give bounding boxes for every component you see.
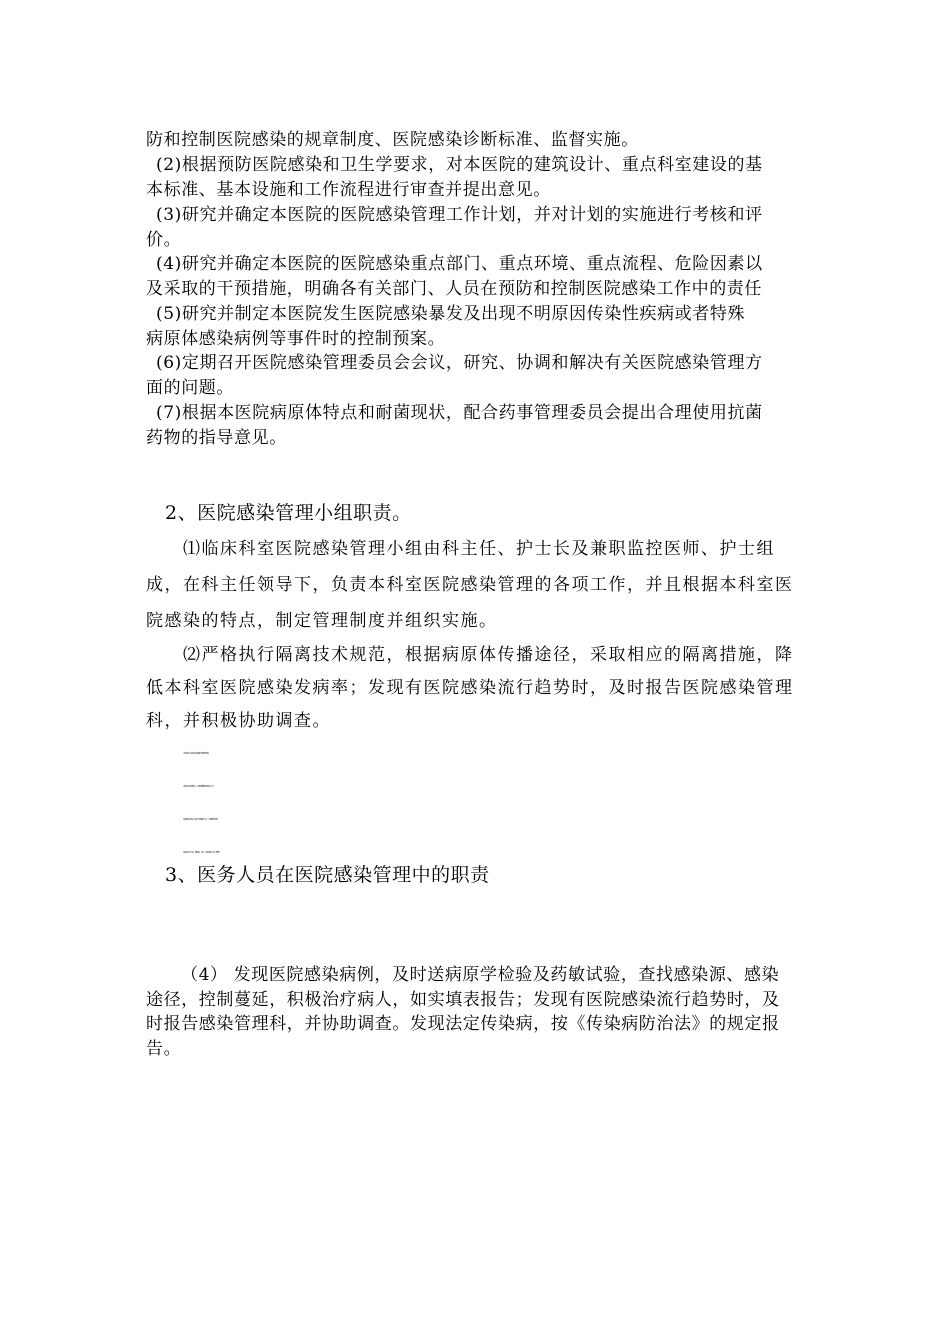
section-heading: 3、医务人员在医院感染管理中的职责 bbox=[165, 864, 490, 886]
paragraph-line: 价。 bbox=[146, 230, 182, 250]
paragraph-line bbox=[181, 888, 845, 912]
paragraph-line bbox=[156, 451, 820, 475]
paragraph-line: 面的问题。 bbox=[146, 378, 234, 398]
paragraph-line: (6)定期召开医院感染管理委员会会议，研究、协调和解决有关医院感染管理方 bbox=[156, 353, 763, 373]
paragraph-line: 及采取的干预措施，明确各有关部门、人员在预防和控制医院感染工作中的责任 bbox=[146, 279, 762, 299]
paragraph-line: 院感染的特点，制定管理制度并组织实施。 bbox=[146, 611, 498, 631]
paragraph-line: 成，在科主任领导下，负责本科室医院感染管理的各项工作，并且根据本科室医 bbox=[146, 575, 794, 595]
paragraph-line: (2)根据预防医院感染和卫生学要求，对本医院的建筑设计、重点科室建设的基 bbox=[156, 155, 763, 175]
paragraph-line bbox=[181, 938, 845, 962]
paragraph-line: 本标准、基本设施和工作流程进行审查并提出意见。 bbox=[146, 180, 551, 200]
paragraph-line: ⑹做好对卫生员、配膳员、陪住、探视者的卫生学管理。 bbox=[183, 852, 221, 854]
paragraph-line: 途径，控制蔓延，积极治疗病人，如实填表报告；发现有医院感染流行趋势时，及 bbox=[146, 990, 780, 1010]
paragraph-line: (5)研究并制定本医院发生医院感染暴发及出现不明原因传染性疾病或者特殊 bbox=[156, 304, 746, 324]
paragraph-line bbox=[156, 476, 820, 500]
paragraph-line: (3)研究并确定本医院的医院感染管理工作计划，并对计划的实施进行考核和评 bbox=[156, 205, 763, 225]
paragraph-line: (4)研究并确定本医院的医院感染重点部门、重点环境、重点流程、危险因素以 bbox=[156, 254, 763, 274]
paragraph-line: ⑵严格执行隔离技术规范，根据病原体传播途径，采取相应的隔离措施，降 bbox=[183, 645, 794, 665]
paragraph-line: 药物的指导意见。 bbox=[146, 428, 287, 448]
paragraph-line: 告。 bbox=[146, 1039, 182, 1059]
paragraph-line: (7)根据本医院病原体特点和耐菌现状，配合药事管理委员会提出合理使用抗菌 bbox=[156, 403, 763, 423]
paragraph-line bbox=[181, 1087, 845, 1111]
paragraph-line: ⑴临床科室医院感染管理小组由科主任、护士长及兼职监控医师、护士组 bbox=[183, 539, 775, 559]
paragraph-line: 科，并积极协助调查。 bbox=[146, 711, 331, 731]
paragraph-line: ⑶监督检查本科室抗感染药物使用情况。 bbox=[183, 753, 211, 755]
paragraph-line: ⑷组织本科室预防、控制医院感染知识的学习。 bbox=[183, 786, 215, 788]
paragraph-line: 时报告感染管理科，并协助调查。发现法定传染病，按《传染病防治法》的规定报 bbox=[146, 1014, 780, 1034]
paragraph-line: ⑸督促本科室人员执行无菌操作技术、消毒隔离制度。 bbox=[183, 819, 220, 821]
section-heading: 2、医院感染管理小组职责。 bbox=[165, 502, 412, 524]
paragraph-line bbox=[181, 1062, 845, 1086]
paragraph-line: 防和控制医院感染的规章制度、医院感染诊断标准、监督实施。 bbox=[146, 130, 639, 150]
paragraph-line: 低本科室医院感染发病率；发现有医院感染流行趋势时，及时报告医院感染管理 bbox=[146, 678, 794, 698]
paragraph-line: （4） 发现医院感染病例，及时送病原学检验及药敏试验，查找感染源、感染 bbox=[181, 965, 780, 985]
paragraph-line bbox=[181, 913, 845, 937]
paragraph-line: 病原体感染病例等事件时的控制预案。 bbox=[146, 329, 446, 349]
